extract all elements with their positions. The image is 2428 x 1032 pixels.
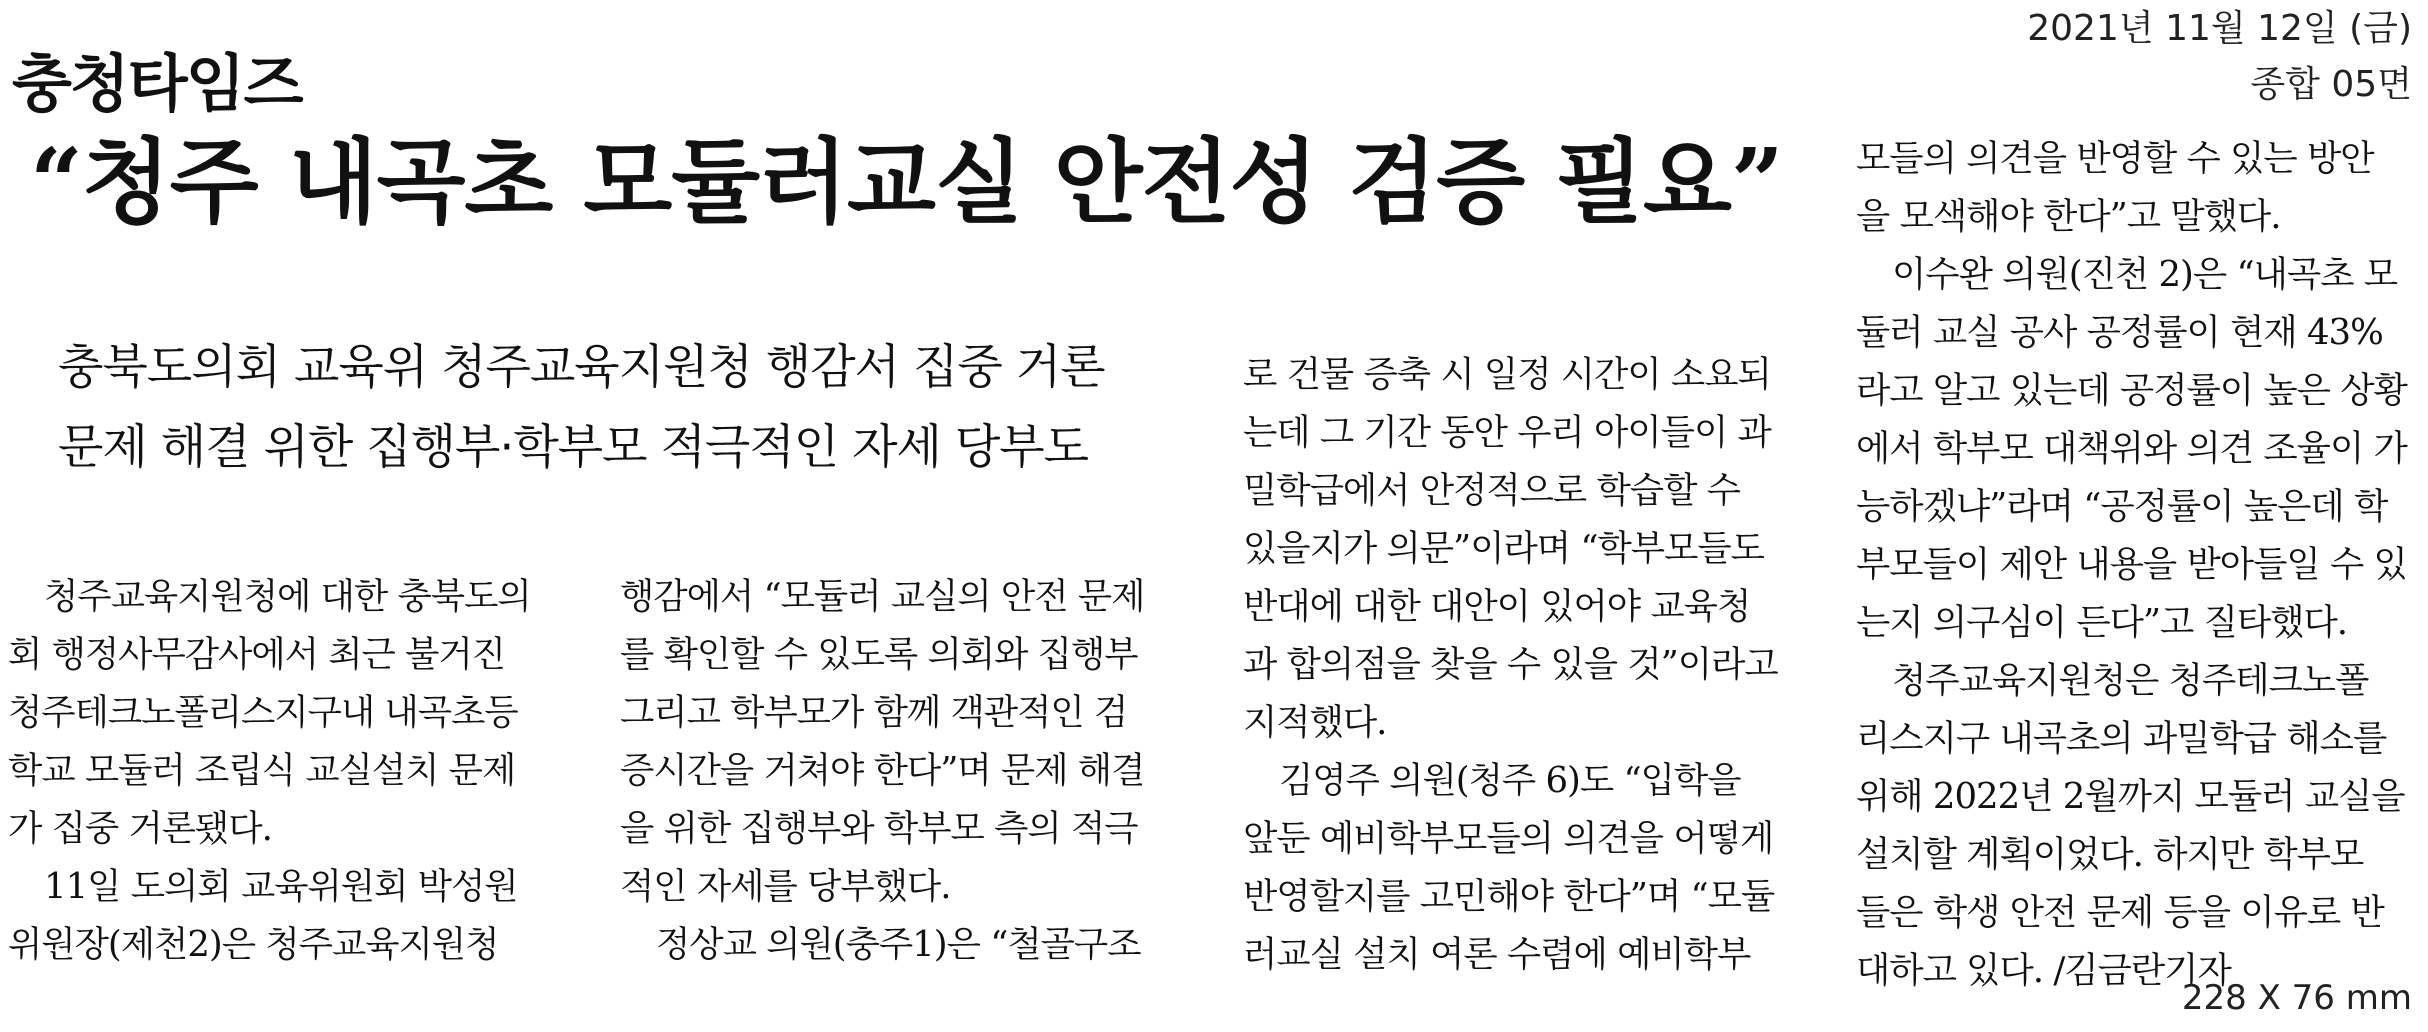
article-line: 위해 2022년 2월까지 모듈러 교실을: [1856, 776, 2405, 817]
article-line: 지적했다.: [1243, 702, 1387, 743]
article-line: 11일 도의회 교육위원회 박성원: [44, 866, 518, 907]
article-line: 는지 의구심이 든다”고 질타했다.: [1856, 602, 2348, 643]
article-line: 을 위한 집행부와 학부모 측의 적극: [620, 808, 1138, 849]
article-column-4: [1856, 130, 2416, 1000]
article-line: 반영할지를 고민해야 한다”며 “모듈: [1243, 876, 1775, 917]
article-line: 있을지가 의문”이라며 “학부모들도: [1243, 528, 1764, 569]
article-column-3: [1243, 346, 1823, 984]
article-line: 정상교 의원(충주1)은 “철골구조: [656, 924, 1141, 965]
article-line: 회 행정사무감사에서 최근 불거진: [8, 634, 505, 675]
article-line: 청주교육지원청에 대한 충북도의: [44, 576, 531, 617]
headline: “청주 내곡초 모듈러교실 안전성 검증 필요”: [30, 128, 1783, 236]
article-line: 김영주 의원(청주 6)도 “입학을: [1279, 760, 1741, 801]
article-line: 모들의 의견을 반영할 수 있는 방안: [1856, 138, 2374, 179]
article-line: 학교 모듈러 조립식 교실설치 문제: [8, 750, 516, 791]
subhead-2: 문제 해결 위한 집행부·학부모 적극적인 자세 당부도: [58, 420, 1089, 475]
article-line: 청주교육지원청은 청주테크노폴: [1892, 660, 2369, 701]
article-line: 청주테크노폴리스지구내 내곡초등: [8, 692, 518, 733]
article-line: 러교실 설치 여론 수렴에 예비학부: [1243, 934, 1751, 975]
article-line: 로 건물 증축 시 일정 시간이 소요되: [1243, 354, 1771, 395]
page-label: 종합 05면: [2250, 64, 2412, 105]
article-line: 대하고 있다. /김금란기자: [1856, 950, 2231, 991]
article-line: 행감에서 “모듈러 교실의 안전 문제: [620, 576, 1145, 617]
article-line: 앞둔 예비학부모들의 의견을 어떻게: [1243, 818, 1774, 859]
subhead-1: 충북도의회 교육위 청주교육지원청 행감서 집중 거론: [58, 340, 1105, 395]
article-line: 듈러 교실 공사 공정률이 현재 43%: [1856, 312, 2383, 353]
issue-date: 2021년 11월 12일 (금): [2027, 8, 2412, 49]
article-line: 를 확인할 수 있도록 의회와 집행부: [620, 634, 1138, 675]
article-line: 반대에 대한 대안이 있어야 교육청: [1243, 586, 1751, 627]
clipping-size: 228 X 76 mm: [2181, 978, 2412, 1018]
article-line: 적인 자세를 당부했다.: [620, 866, 951, 907]
article-column-2: [620, 568, 1200, 974]
article-line: 에서 학부모 대책위와 의견 조율이 가: [1856, 428, 2407, 469]
masthead: 충청타임즈: [12, 47, 302, 120]
article-line: 이수완 의원(진천 2)은 “내곡초 모: [1892, 254, 2398, 295]
article-line: 과 합의점을 찾을 수 있을 것”이라고: [1243, 644, 1778, 685]
article-line: 능하겠냐”라며 “공정률이 높은데 학: [1856, 486, 2388, 527]
article-line: 밀학급에서 안정적으로 학습할 수: [1243, 470, 1740, 511]
article-line: 부모들이 제안 내용을 받아들일 수 있: [1856, 544, 2407, 585]
article-column-1: [8, 568, 588, 974]
article-line: 위원장(제천2)은 청주교육지원청: [8, 924, 499, 965]
article-line: 설치할 계획이었다. 하지만 학부모: [1856, 834, 2364, 875]
article-line: 그리고 학부모가 함께 객관적인 검: [620, 692, 1128, 733]
article-line: 들은 학생 안전 문제 등을 이유로 반: [1856, 892, 2384, 933]
article-line: 가 집중 거론됐다.: [8, 808, 272, 849]
article-line: 증시간을 거쳐야 한다”며 문제 해결: [620, 750, 1145, 791]
article-line: 을 모색해야 한다”고 말했다.: [1856, 196, 2281, 237]
article-line: 라고 알고 있는데 공정률이 높은 상황: [1856, 370, 2407, 411]
article-line: 리스지구 내곡초의 과밀학급 해소를: [1856, 718, 2387, 759]
article-line: 는데 그 기간 동안 우리 아이들이 과: [1243, 412, 1771, 453]
